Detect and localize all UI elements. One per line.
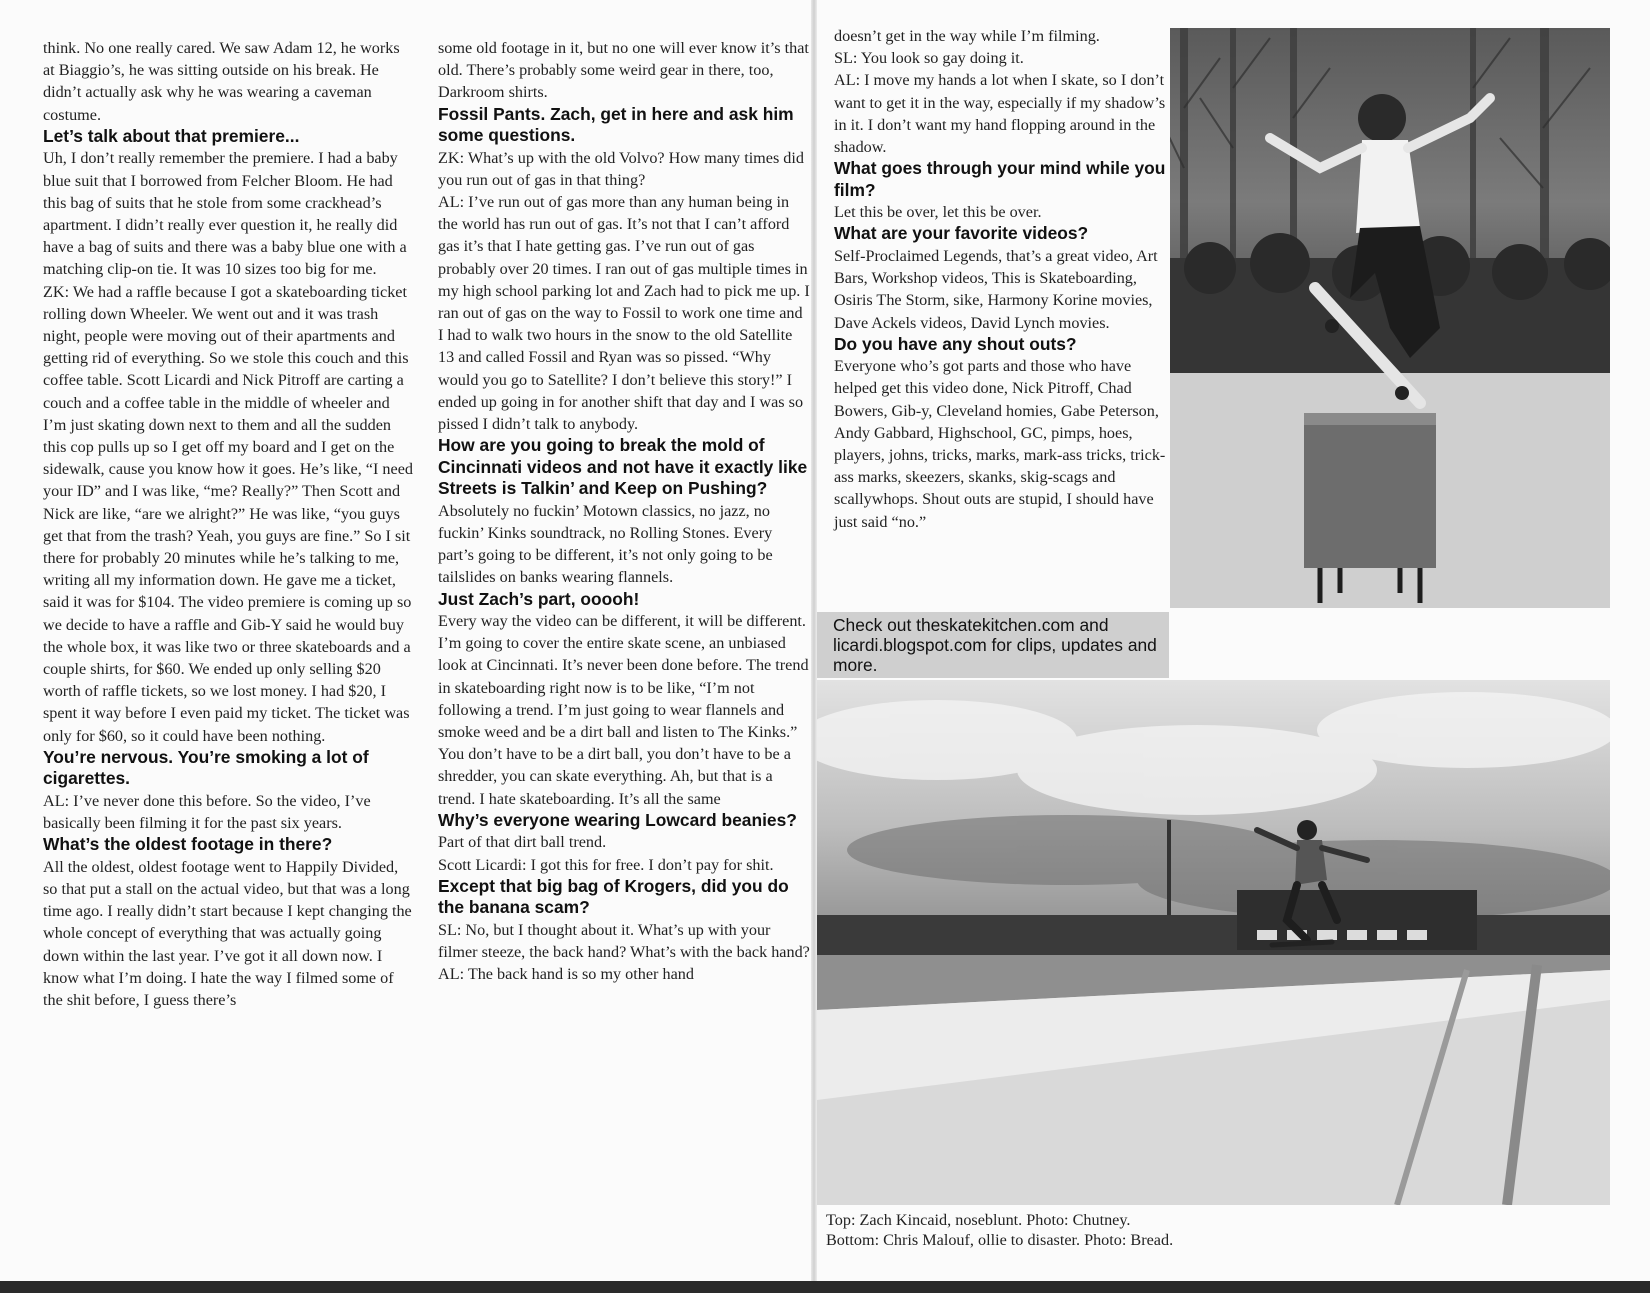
photo-caption	[826, 1210, 1326, 1250]
interview-question: Just Zach’s part, ooooh!	[438, 588, 640, 609]
interview-question: Do you have any shout outs?	[834, 333, 1077, 354]
paragraph: doesn’t get in the way while I’m filming.	[834, 27, 1100, 45]
paragraph: think. No one really cared. We saw Adam 12, he works at Biaggio’s, he was sitting outside on his break. He didn’t actually ask why he was wearing a caveman costume.	[43, 39, 400, 124]
interview-question: What are your favorite videos?	[834, 223, 1089, 244]
paragraph: Part of that dirt ball trend.	[438, 833, 607, 852]
paragraph: Scott Licardi: I got this for free. I don’t pay for shit.	[438, 855, 774, 874]
text-column-2	[438, 37, 810, 985]
noseblunt-illustration	[1170, 28, 1610, 608]
paragraph: Uh, I don’t really remember the premiere. I had a baby blue suit that I borrowed from Felcher Bloom. He had this bag of suits that he stole from some crackhead’s apartment. I didn’t really ever question it, he really did have a bag of suits and there was a baby blue one with a matching clip-on tie. It was 10 sizes too big for me.	[43, 149, 407, 279]
paragraph: Let this be over, let this be over.	[834, 203, 1042, 222]
interview-question: What’s the oldest footage in there?	[43, 834, 333, 855]
paragraph: SL: No, but I thought about it. What’s up with your filmer steeze, the back hand? What’s with the back hand?	[438, 920, 810, 961]
interview-question: Except that big bag of Krogers, did you do the banana scam?	[438, 875, 789, 918]
interview-question: Let’s talk about that premiere...	[43, 125, 300, 146]
text-column-1	[43, 37, 415, 1011]
paragraph: some old footage in it, but no one will ever know it’s that old. There’s probably some weird gear in there, too, Darkroom shirts.	[438, 39, 809, 102]
paragraph: ZK: We had a raffle because I got a skateboarding ticket rolling down Wheeler. We went out and it was trash night, people were moving out of their apartments and getting rid of everything. So we stole this couch and this coffee table. Scott Licardi and Nick Pitroff are carting a couch and a coffee table in the middle of wheeler and I’m just skating down next to them and all the sudden this cop pulls up so I get off my board and I get on the sidewalk, cause you know how it goes. He’s like, “I need your ID” and I was like, “me? Really?” Then Scott and Nick are like, “are we alright?” He was like, “you guys get that from the trash? Yeah, you guys are fine.” So I sit there for probably 20 minutes while he’s talking to me, writing all my information down. He gave me a ticket, said it was for $104. The video premiere is coming up so we decide to have a raffle and Gib-Y said he would buy the whole box, it was like two or three skateboards and a couple shirts, for $60. We ended up only selling $20 worth of raffle tickets, so we lost money. I had $20, I spent it way before I even paid my ticket. The ticket was only for $60, so it could have been nothing.	[43, 282, 413, 745]
text-column-3	[834, 25, 1166, 533]
caption-bottom: Bottom: Chris Malouf, ollie to disaster. Photo: Bread.	[826, 1231, 1174, 1249]
ollie-illustration	[817, 680, 1610, 1205]
photo-bottom-ollie	[817, 680, 1610, 1205]
paragraph: Self-Proclaimed Legends, that’s a great video, Art Bars, Workshop videos, This is Skateboarding, Osiris The Storm, sike, Harmony Korine movies, Dave Ackels videos, David Lynch movies.	[834, 246, 1158, 332]
paragraph: AL: I’ve never done this before. So the video, I’ve basically been filming it for the past six years.	[43, 791, 371, 832]
interview-question: Why’s everyone wearing Lowcard beanies?	[438, 809, 797, 830]
photo-top-noseblunt	[1170, 28, 1610, 608]
interview-question: You’re nervous. You’re smoking a lot of cigarettes.	[43, 746, 369, 789]
callout-text: Check out theskatekitchen.com and licardi.blogspot.com for clips, updates and more.	[833, 615, 1157, 675]
paragraph: SL: You look so gay doing it.	[834, 49, 1024, 68]
interview-question: What goes through your mind while you film?	[834, 158, 1166, 200]
paragraph: Absolutely no fuckin’ Motown classics, no jazz, no fuckin’ Kinks soundtrack, no Rolling Stones. Every part’s going to be different, it’s not only going to be tailslides on banks wearing flannels.	[438, 501, 773, 587]
paragraph: ZK: What’s up with the old Volvo? How many times did you run out of gas in that thing?	[438, 148, 804, 189]
paragraph: Everyone who’s got parts and those who have helped get this video done, Nick Pitroff, Chad Bowers, Gib-y, Cleveland homies, Gabe Peterson, Andy Gabbard, Highschool, GC, pimps, hoes, players, johns, tricks, marks, mark-ass tricks, trick-ass marks, skeezers, skanks, skig-scags and scallywhops. Shout outs are stupid, I should have just said “no.”	[834, 357, 1166, 531]
interview-question: How are you going to break the mold of Cincinnati videos and not have it exactly like Streets is Talkin’ and Keep on Pushing?	[438, 435, 808, 499]
paragraph: Every way the video can be different, it will be different. I’m going to cover the entire skate scene, an unbiased look at Cincinnati. It’s never been done before. The trend in skateboarding right now is to be like, “I’m not following a trend. I’m just going to wear flannels and smoke weed and be a dirt ball and listen to The Kinks.” You don’t have to be a dirt ball, you don’t have to be a shredder, you can skate everything. Ah, but that is a trend. I hate skateboarding. It’s all the same	[438, 612, 809, 808]
paragraph: All the oldest, oldest footage went to Happily Divided, so that put a stall on the actual video, but that was a long time ago. I really didn’t start because I kept changing the whole concept of everything that was actually going down within the last year. I’ve got it all down now. I know what I’m doing. I hate the way I filmed some of the shit before, I guess there’s	[43, 857, 412, 1009]
paragraph: AL: I move my hands a lot when I skate, so I don’t want to get it in the way, especially if my shadow’s in it. I don’t want my hand flopping around in the shadow.	[834, 71, 1166, 157]
paragraph: AL: I’ve run out of gas more than any human being in the world has run out of gas. It’s not that I can’t afford gas it’s that I hate getting gas. I’ve run out of gas probably over 20 times. I ran out of gas multiple times in my high school parking lot and Zach had to pick me up. I ran out of gas on the way to Fossil to work one time and I had to walk two hours in the snow to the old Satellite 13 and called Fossil and Ryan was so pissed. “Why would you go to Satellite? I don’t believe this story!” I ended up going in for another shift that day and I was so pissed I didn’t talk to anybody.	[438, 193, 810, 434]
interview-question: Fossil Pants. Zach, get in here and ask him some questions.	[438, 103, 794, 146]
caption-top: Top: Zach Kincaid, noseblunt. Photo: Chutney.	[826, 1211, 1131, 1229]
paragraph: AL: The back hand is so my other hand	[438, 965, 694, 984]
scan-edge	[0, 1281, 1650, 1293]
